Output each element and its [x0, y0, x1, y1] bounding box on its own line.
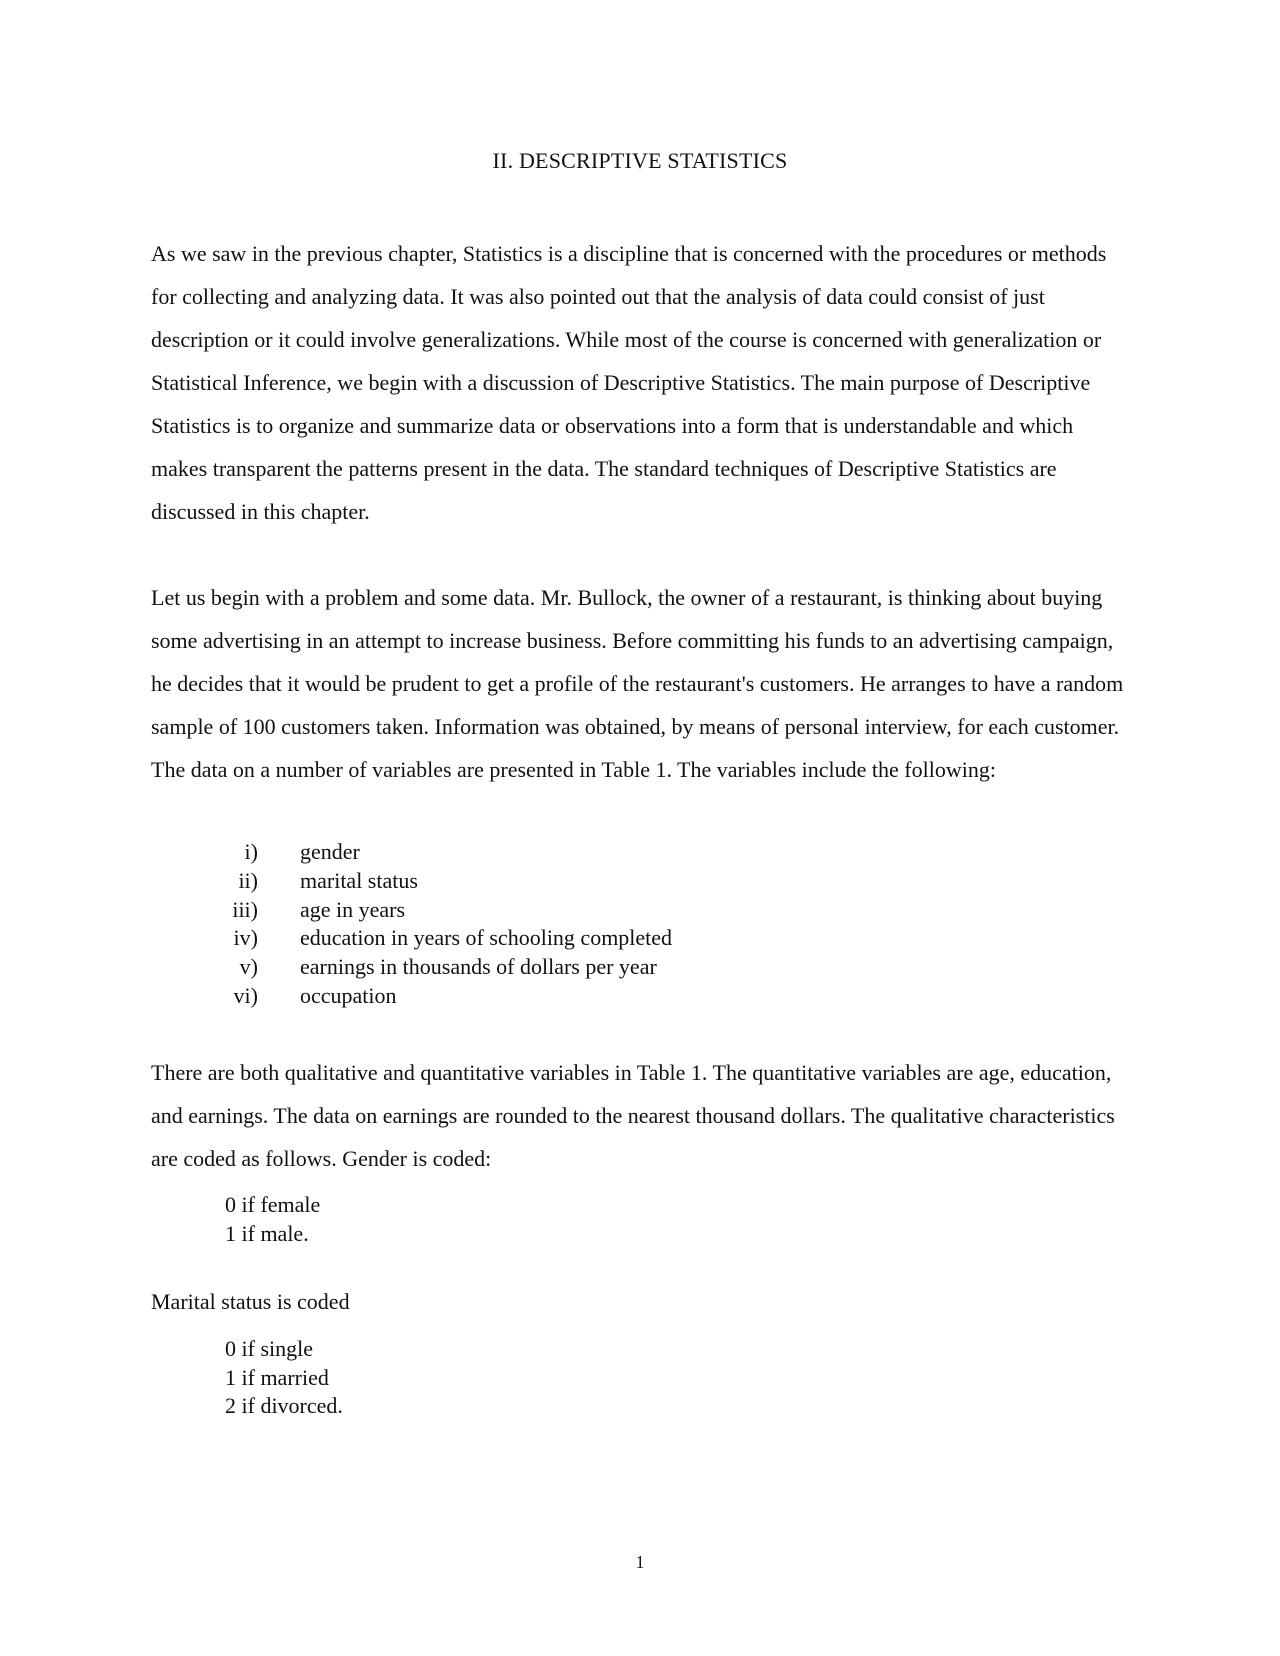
marital-code: 2 if divorced.: [225, 1393, 343, 1418]
list-item-label: education in years of schooling completed: [300, 925, 673, 951]
list-item: [205, 896, 672, 925]
gender-code: 0 if female: [225, 1192, 321, 1217]
list-item-number: ii): [238, 867, 258, 893]
list-item: [205, 838, 672, 867]
list-item-label: earnings in thousands of dollars per year: [300, 954, 657, 980]
problem-paragraph: Let us begin with a problem and some data. Mr. Bullock, the owner of a restaurant, is thinking about buying some advertising in an attempt to increase business. Before committing his funds to an advertising campaign, he decides that it would be prudent to get a profile of the restaurant's customers. He arranges to have a random sample of 100 customers taken. Information was obtained, by means of personal interview, for each customer. The data on a number of variables are presented in Table 1. The variables include the following:: [151, 585, 1124, 782]
marital-code: 0 if single: [225, 1336, 313, 1361]
gender-code: 1 if male.: [225, 1220, 309, 1246]
variable-list: [205, 838, 672, 1011]
marital-code: 1 if married: [225, 1364, 329, 1390]
list-item-number: v): [239, 954, 258, 980]
list-item: [205, 867, 672, 896]
list-item: [205, 982, 672, 1011]
marital-code-list: [225, 1335, 343, 1421]
list-item-number: vi): [233, 982, 258, 1008]
list-item-number: i): [244, 839, 258, 864]
list-item-label: occupation: [300, 982, 397, 1008]
marital-intro: Marital status is coded: [151, 1289, 350, 1314]
list-item-label: marital status: [300, 867, 418, 893]
list-item-number: iv): [233, 925, 258, 951]
intro-paragraph: As we saw in the previous chapter, Statistics is a discipline that is concerned with the procedures or methods for collecting and analyzing data. It was also pointed out that the analysis of data could consist of just description or it could involve generalizations. While most of the course is concerned with generalization or Statistical Inference, we begin with a discussion of Descriptive Statistics. The main purpose of Descriptive Statistics is to organize and summarize data or observations into a form that is understandable and which makes transparent the patterns present in the data. The standard techniques of Descriptive Statistics are discussed in this chapter.: [151, 241, 1107, 524]
gender-code-list: [225, 1191, 320, 1248]
list-item: [205, 924, 672, 953]
qualitative-paragraph: There are both qualitative and quantitative variables in Table 1. The quantitative variables are age, education, and earnings. The data on earnings are rounded to the nearest thousand dollars. The qualitative characteristics are coded as follows. Gender is coded:: [151, 1060, 1115, 1171]
list-item: [205, 953, 672, 982]
list-item-label: gender: [300, 839, 360, 864]
chapter-title: II. DESCRIPTIVE STATISTICS: [492, 148, 788, 173]
list-item-label: age in years: [300, 896, 406, 922]
page-number: 1: [635, 1552, 645, 1572]
list-item-number: iii): [232, 896, 258, 922]
